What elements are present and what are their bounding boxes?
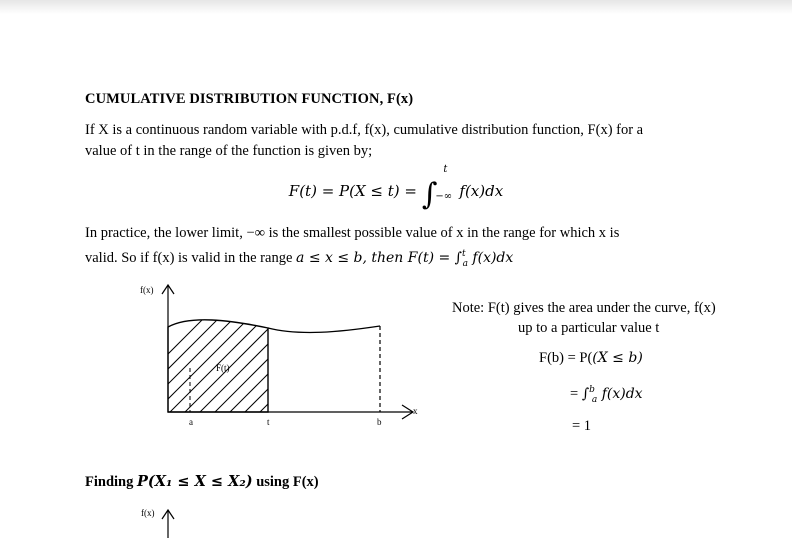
practice-paragraph [85,223,619,275]
cdf-formula [0,164,792,212]
graph1-area-label: F(t) [216,363,230,373]
note-line-4-integral: ∫ [581,385,590,402]
second-graph [135,502,215,538]
subheading-prefix: Finding [85,474,137,490]
section-heading: CUMULATIVE DISTRIBUTION FUNCTION, F(x) [85,91,414,107]
note-lower-limit: a [591,394,598,405]
pdf-curve [268,326,380,332]
note-line-2: up to a particular value t [518,320,660,336]
note-line-3-text: F(b) = P( [539,350,593,366]
graph1-x-label: x [413,406,418,416]
practice-line-1: In practice, the lower limit, −∞ is the smallest possible value of x in the range for which x is [85,225,620,241]
practice-upper-limit: t [461,249,466,259]
note-line-4 [570,380,643,410]
formula-integrand: f(x)dx [459,182,504,200]
note-line-4-integrand: f(x)dx [597,385,643,402]
practice-line-2 [85,244,619,275]
note-line-5: = 1 [572,418,592,434]
practice-integrand: f(x)dx [467,249,514,266]
intro-line-1: If X is a continuous random variable with p.d.f, f(x), cumulative distribution function, F(x) for a [85,122,644,138]
subheading [85,473,319,491]
graph2-y-label: f(x) [141,508,155,518]
intro-line-2: value of t in the range of the function is given by; [85,143,373,159]
practice-line-2-math: a ≤ x ≤ b, then F(t) = ∫ [296,249,462,266]
graph1-y-label: f(x) [140,285,154,295]
cdf-graph [130,280,430,430]
subheading-suffix: using F(x) [252,474,319,490]
note-line-4-prefix: = [570,385,582,402]
formula-lhs: F(t) = P(X ≤ t) = [288,182,422,200]
practice-line-2-text: valid. So if f(x) is valid in the range [85,249,297,266]
graph1-tick-b: b [377,417,382,427]
page-top-shadow [0,0,792,14]
note-line-3-math: (X ≤ b) [592,350,643,366]
hatched-area [130,312,360,412]
practice-lower-limit: a [462,258,468,269]
integral-sign: ∫ [421,177,438,212]
intro-paragraph [85,120,643,162]
subheading-math: P(X₁ ≤ X ≤ X₂) [136,473,253,490]
graph1-tick-a: a [189,417,193,427]
note-line-3 [539,348,643,368]
note-line-1: Note: F(t) gives the area under the curve, f(x) [452,300,716,316]
graph1-tick-t: t [267,417,270,427]
formula-lower-limit: −∞ [435,191,453,202]
note-upper-limit: b [589,385,595,395]
formula-upper-limit: t [443,164,448,175]
